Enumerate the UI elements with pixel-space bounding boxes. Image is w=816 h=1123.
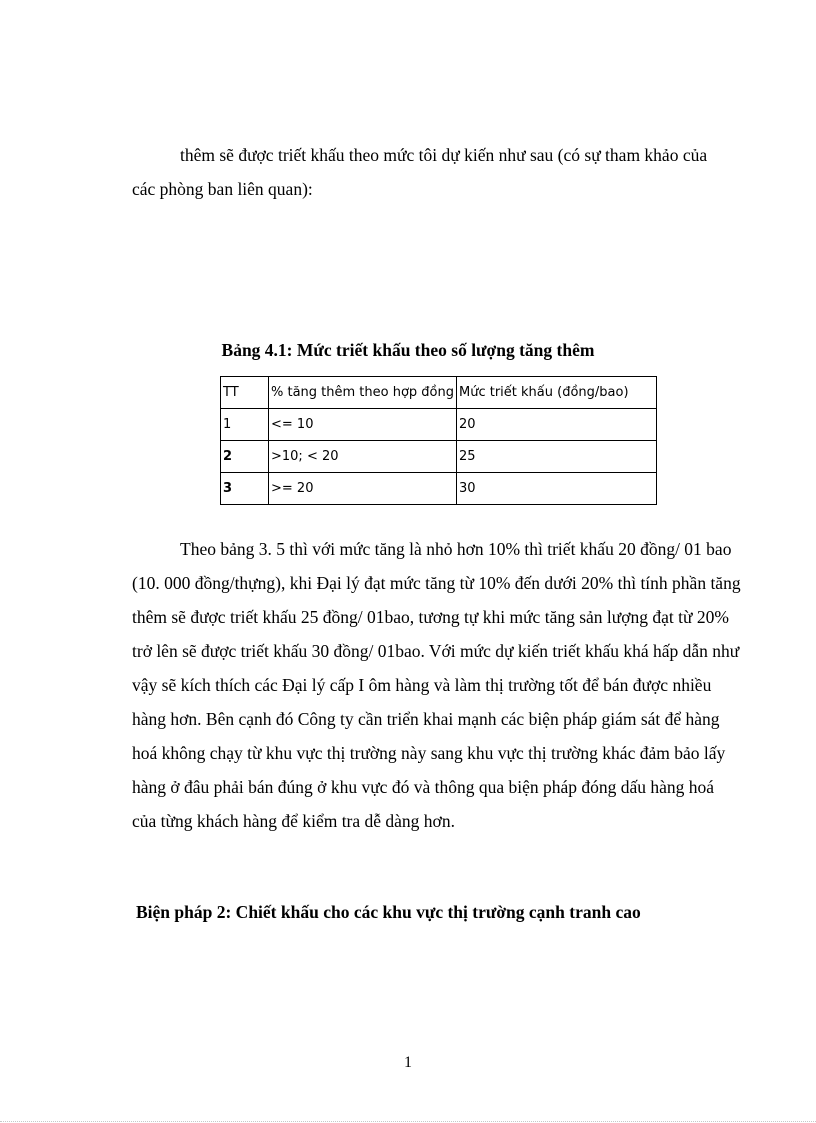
table-row xyxy=(221,409,657,441)
table-row xyxy=(221,441,657,473)
page-bottom-border xyxy=(0,1121,816,1122)
intro-paragraph: thêm sẽ được triết khấu theo mức tôi dự kiến như sau (có sự tham khảo của các phòng ban liên quan): xyxy=(132,145,708,199)
row-2-rate: 25 xyxy=(457,441,657,473)
discount-table xyxy=(220,376,657,505)
section-heading: Biện pháp 2: Chiết khấu cho các khu vực thị trường cạnh tranh cao xyxy=(136,902,641,922)
header-discount-rate: Mức triết khấu (đồng/bao) xyxy=(457,377,657,409)
header-percent-increase: % tăng thêm theo hợp đồng xyxy=(269,377,457,409)
row-3-rate: 30 xyxy=(457,473,657,505)
row-1-percent: <= 10 xyxy=(269,409,457,441)
header-tt: TT xyxy=(221,377,269,409)
table-row xyxy=(221,473,657,505)
page-number: 1 xyxy=(404,1054,412,1071)
analysis-paragraph: Theo bảng 3. 5 thì với mức tăng là nhỏ hơn 10% thì triết khấu 20 đồng/ 01 bao (10. 000 đồng/thựng), khi Đại lý đạt mức tăng từ 10% đến dưới 20% thì tính phần tăng thêm sẽ được triết khấu 25 đồng/ 01bao, tương tự khi mức tăng sản lượng đạt từ 20% trở lên sẽ được triết khấu 30 đồng/ 01bao. Với mức dự kiến triết khấu khá hấp dẫn như vậy sẽ kích thích các Đại lý cấp I ôm hàng và làm thị trường tốt để bán được nhiều hàng hơn. Bên cạnh đó Công ty cần triển khai mạnh các biện pháp giám sát để hàng hoá không chạy từ khu vực thị trường này sang khu vực thị trường khác đảm bảo lấy hàng ở đâu phải bán đúng ở khu vực đó và thông qua biện pháp đóng dấu hàng hoá của từng khách hàng để kiểm tra dễ dàng hơn. xyxy=(132,539,741,831)
row-1-tt: 1 xyxy=(221,409,269,441)
row-2-percent: >10; < 20 xyxy=(269,441,457,473)
row-2-tt: 2 xyxy=(221,441,269,473)
row-1-rate: 20 xyxy=(457,409,657,441)
table-header-row xyxy=(221,377,657,409)
table-caption: Bảng 4.1: Mức triết khấu theo số lượng tăng thêm xyxy=(221,340,595,360)
row-3-tt: 3 xyxy=(221,473,269,505)
row-3-percent: >= 20 xyxy=(269,473,457,505)
